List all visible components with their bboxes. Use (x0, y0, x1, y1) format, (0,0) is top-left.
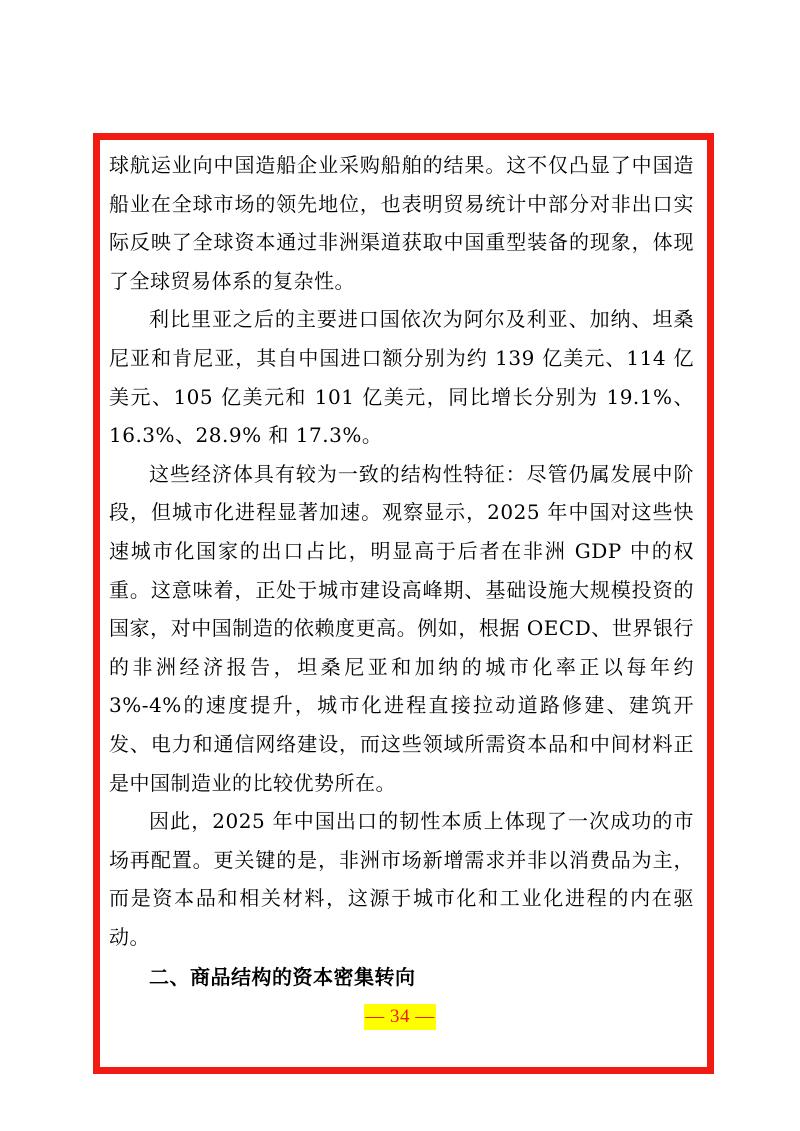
page-number: — 34 — (364, 1004, 436, 1030)
section-heading: 二、商品结构的资本密集转向 (149, 965, 416, 990)
paragraph-1: 球航运业向中国造船企业采购船舶的结果。这不仅凸显了中国造船业在全球市场的领先地位，也表明贸易统计中部分对非出口实际反映了全球资本通过非洲渠道获取中国重型装备的现象，体现了全球贸易体系的复杂性。 (109, 153, 694, 293)
paragraph-3: 这些经济体具有较为一致的结构性特征：尽管仍属发展中阶段，但城市化进程显著加速。观察显示，2025 年中国对这些快速城市化国家的出口占比，明显高于后者在非洲 GDP 中的权重。这意味着，正处于城市建设高峰期、基础设施大规模投资的国家，对中国制造的依赖度更高。例如，根据 OECD、世界银行的非洲经济报告，坦桑尼亚和加纳的城市化率正以每年约 3%-4%的速度提升，城市化进程直接拉动道路修建、建筑开发、电力和通信网络建设，而这些领域所需资本品和中间材料正是中国制造业的比较优势所在。 (109, 461, 694, 795)
document-body (109, 146, 694, 996)
paragraph-2: 利比里亚之后的主要进口国依次为阿尔及利亚、加纳、坦桑尼亚和肯尼亚，其自中国进口额分别为约 139 亿美元、114 亿美元、105 亿美元和 101 亿美元，同比增长分别为 19.1%、16.3%、28.9% 和 17.3%。 (109, 307, 694, 448)
paragraph-4: 因此，2025 年中国出口的韧性本质上体现了一次成功的市场再配置。更关键的是，非洲市场新增需求并非以消费品为主，而是资本品和相关材料，这源于城市化和工业化进程的内在驱动。 (109, 809, 694, 949)
page-number-footer (0, 1004, 800, 1030)
